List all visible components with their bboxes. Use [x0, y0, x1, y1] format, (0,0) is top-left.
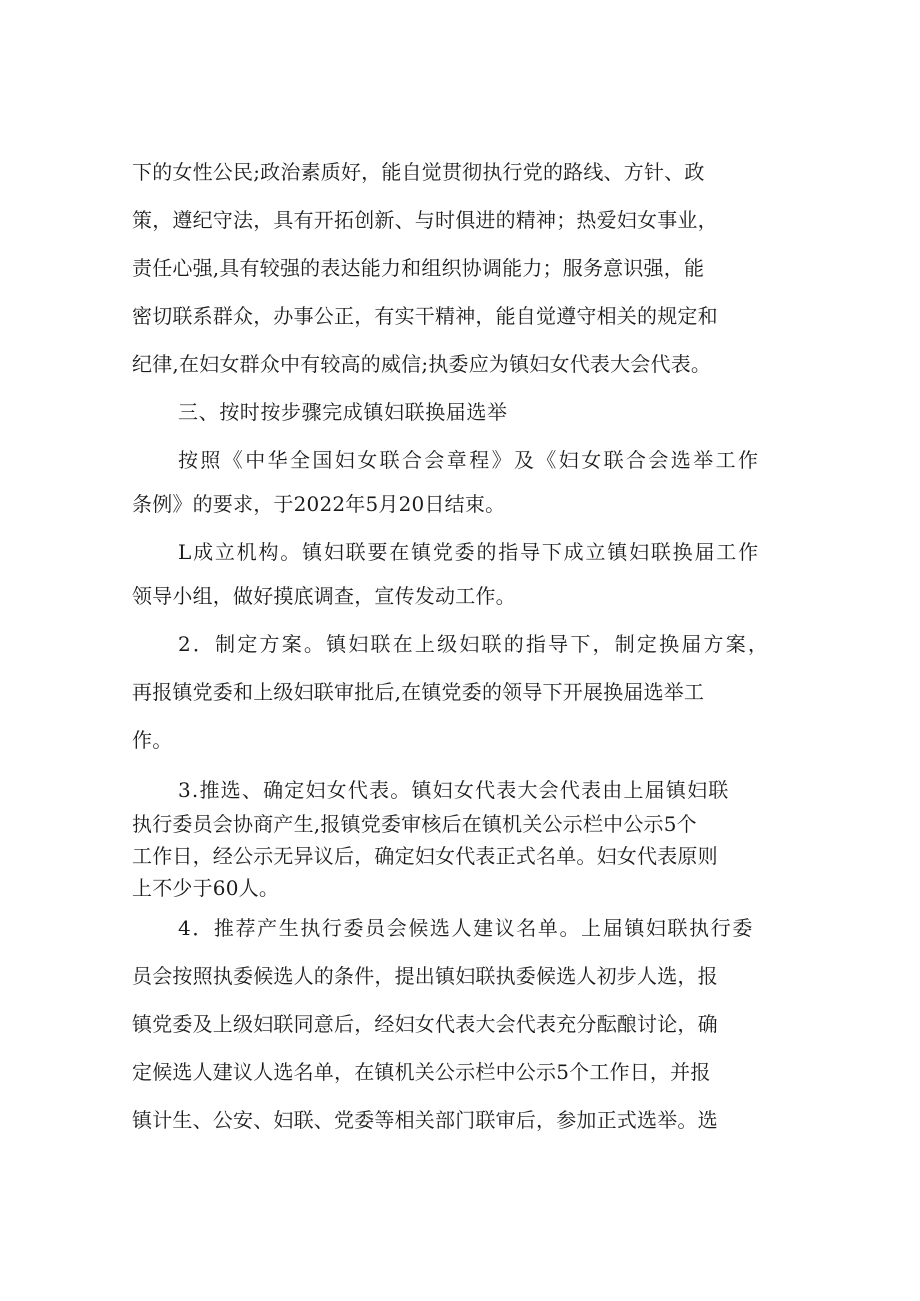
- text-line: 领导小组，做好摸底调查，宣传发动工作。: [132, 584, 516, 608]
- text-line: L成立机构。镇妇联要在镇党委的指导下成立镇妇联换届工作: [178, 540, 760, 564]
- text-line: 作。: [132, 728, 173, 752]
- text-line: 策，遵纪守法，具有开拓创新、与时俱进的精神；热爱妇女事业，: [132, 208, 718, 232]
- text-line: 镇计生、公安、妇联、党委等相关部门联审后，参加正式选举。选: [132, 1108, 718, 1132]
- text-line: 工作日，经公示无异议后，确定妇女代表正式名单。妇女代表原则: [132, 844, 718, 868]
- text-line: 上不少于60人。: [132, 876, 280, 900]
- text-line: 按照《中华全国妇女联合会章程》及《妇女联合会选举工作: [178, 448, 761, 472]
- section-heading: [178, 398, 858, 426]
- text-line: 再报镇党委和上级妇联审批后,在镇党委的领导下开展换届选举工: [132, 680, 705, 704]
- text-line: 密切联系群众，办事公正，有实干精神，能自觉遵守相关的规定和: [132, 304, 718, 328]
- text-line: 执行委员会协商产生,报镇党委审核后在镇机关公示栏中公示5个: [132, 812, 697, 836]
- text-line: 4．推荐产生执行委员会候选人建议名单。上届镇妇联执行委: [178, 916, 754, 940]
- text-line: 责任心强,具有较强的表达能力和组织协调能力；服务意识强，能: [132, 256, 705, 280]
- text-line: 员会按照执委候选人的条件，提出镇妇联执委候选人初步人选，报: [132, 964, 718, 988]
- text-line: 定候选人建议人选名单，在镇机关公示栏中公示5个工作日，并报: [132, 1060, 711, 1084]
- text-line: 纪律,在妇女群众中有较高的威信;执委应为镇妇女代表大会代表。: [132, 352, 712, 376]
- text-line: 下的女性公民;政治素质好，能自觉贯彻执行党的路线、方针、政: [132, 160, 705, 184]
- text-line: 条例》的要求，于2022年5月20日结束。: [132, 492, 506, 516]
- heading-text: 三、按时按步骤完成镇妇联换届选举: [178, 400, 508, 424]
- text-line: 2．制定方案。镇妇联在上级妇联的指导下，制定换届方案，: [178, 632, 771, 656]
- text-line: 镇党委及上级妇联同意后，经妇女代表大会代表充分酝酿讨论，确: [132, 1012, 718, 1036]
- text-line: 3.推选、确定妇女代表。镇妇女代表大会代表由上届镇妇联: [178, 778, 730, 802]
